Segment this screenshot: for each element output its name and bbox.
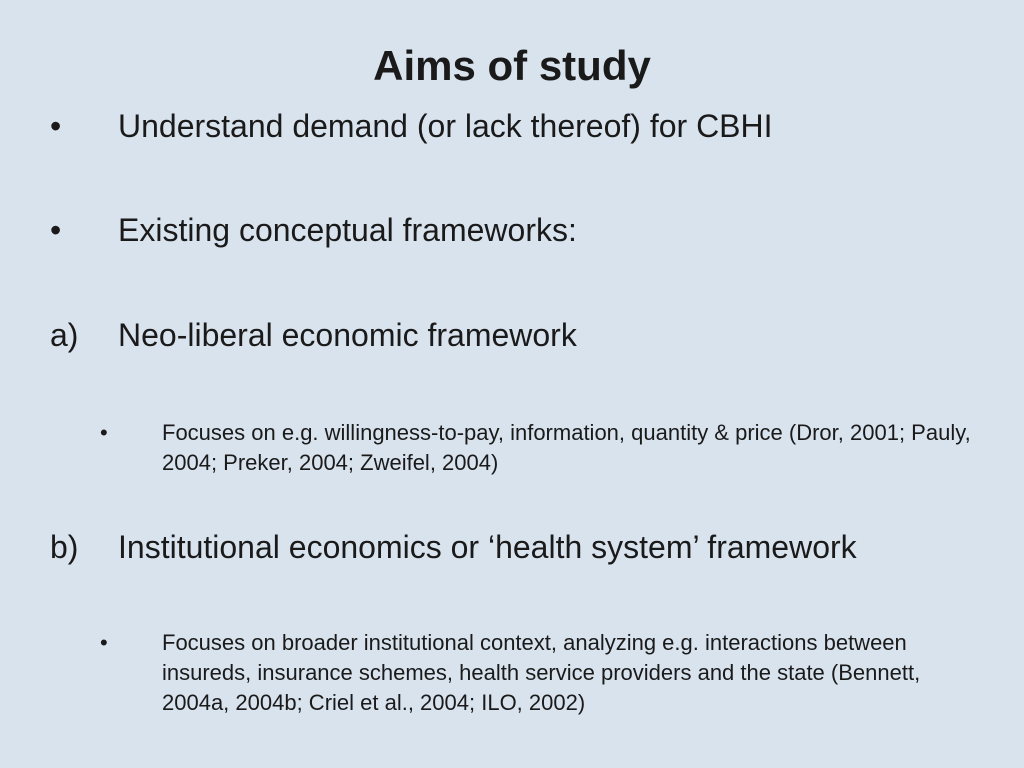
item-text: Existing conceptual frameworks: (118, 212, 577, 248)
slide-title: Aims of study (373, 42, 651, 89)
bullet-marker: • (50, 108, 62, 144)
item-text: Understand demand (or lack thereof) for CBHI (118, 108, 773, 144)
bullet-marker: • (100, 630, 108, 655)
bullet-marker: • (100, 420, 108, 445)
item-text: Neo-liberal economic framework (118, 317, 577, 353)
item-text: Focuses on e.g. willingness-to-pay, information, quantity & price (Dror, 2001; Pauly, 2004; Preker, 2004; Zweifel, 2004) (162, 420, 971, 475)
list-letter-marker: b) (50, 529, 79, 565)
item-text: Focuses on broader institutional context, analyzing e.g. interactions between insureds, insurance schemes, health service providers and the state (Bennett, 2004a, 2004b; Criel et al., 2004; ILO, 2002) (162, 630, 921, 715)
item-text: Institutional economics or ‘health system’ framework (118, 529, 857, 565)
list-letter-marker: a) (50, 317, 79, 353)
bullet-marker: • (50, 212, 62, 248)
